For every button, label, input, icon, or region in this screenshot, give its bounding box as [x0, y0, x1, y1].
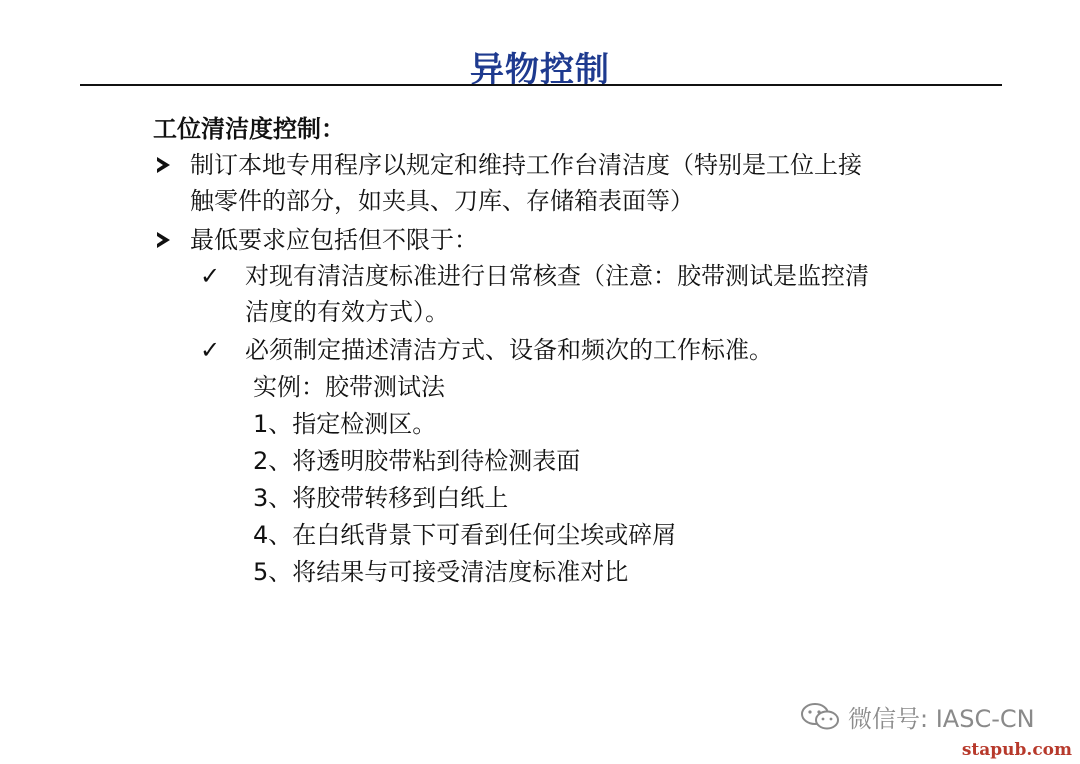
section-heading: 工位清洁度控制： — [153, 115, 345, 143]
check-1-line-1: 对现有清洁度标准进行日常核查（注意：胶带测试是监控清 — [245, 262, 869, 290]
arrow-bullet-icon — [157, 232, 170, 248]
example-step: 5、将结果与可接受清洁度标准对比 — [253, 558, 629, 586]
bullet-1-line-1: 制订本地专用程序以规定和维持工作台清洁度（特别是工位上接 — [190, 151, 862, 179]
wechat-badge — [800, 700, 1035, 732]
example-step: 1、指定检测区。 — [253, 410, 437, 438]
wechat-label: 微信号: IASC-CN — [848, 704, 1035, 733]
title-underline — [80, 84, 1002, 86]
example-step: 3、将胶带转移到白纸上 — [253, 484, 509, 512]
bullet-1-line-2: 触零件的部分，如夹具、刀库、存储箱表面等） — [190, 187, 694, 215]
example-step: 2、将透明胶带粘到待检测表面 — [253, 447, 581, 475]
wechat-icon — [800, 701, 840, 731]
check-1-line-2: 洁度的有效方式）。 — [245, 298, 449, 326]
check-bullet-icon: ✓ — [200, 336, 221, 364]
check-bullet-icon: ✓ — [200, 262, 221, 290]
check-2: 必须制定描述清洁方式、设备和频次的工作标准。 — [245, 336, 773, 364]
page-title: 异物控制 — [470, 50, 610, 90]
bullet-2: 最低要求应包括但不限于： — [190, 226, 478, 254]
watermark: stapub.com — [961, 740, 1072, 760]
example-step: 4、在白纸背景下可看到任何尘埃或碎屑 — [253, 521, 677, 549]
example-heading: 实例：胶带测试法 — [253, 373, 445, 401]
arrow-bullet-icon — [157, 157, 170, 173]
